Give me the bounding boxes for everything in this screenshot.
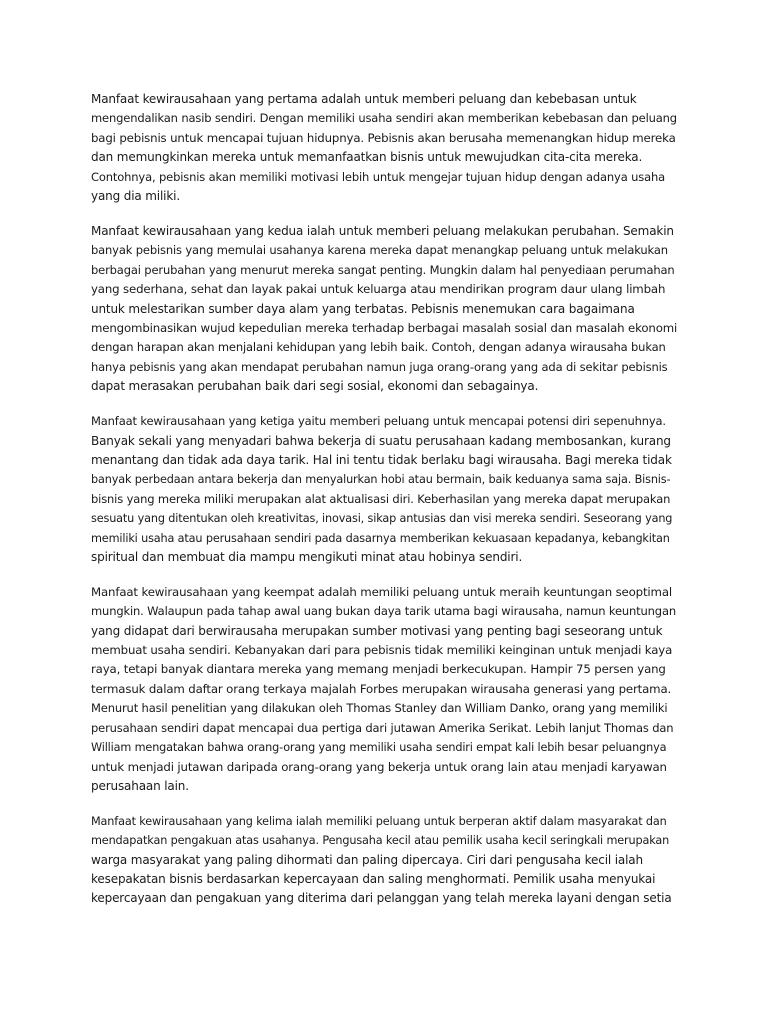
text-line: bagi pebisnis untuk mencapai tujuan hidupnya. Pebisnis akan berusaha memenangkan hidup mereka — [91, 130, 676, 145]
text-line: membuat usaha sendiri. Kebanyakan dari para pebisnis tidak memiliki keinginan untuk menjadi kaya — [91, 643, 673, 658]
paragraph-1 — [91, 90, 677, 206]
text-line: dengan harapan akan menjalani kehidupan yang lebih baik. Contoh, dengan adanya wirausaha bukan — [91, 340, 666, 355]
paragraph-4 — [91, 583, 677, 796]
paragraph-5 — [91, 812, 677, 909]
text-line: Menurut hasil penelitian yang dilakukan oleh Thomas Stanley dan William Danko, orang yang memiliki — [91, 701, 668, 716]
text-line: Manfaat kewirausahaan yang pertama adalah untuk memberi peluang dan kebebasan untuk — [91, 92, 637, 106]
text-line: yang sederhana, sehat dan layak pakai untuk keluarga atau mendirikan program daur ulang limbah — [91, 282, 666, 297]
text-line: William mengatakan bahwa orang-orang yang memiliki usaha sendiri empat kali lebih besar peluangnya — [91, 741, 667, 755]
text-line: yang didapat dari berwirausaha merupakan sumber motivasi yang penting bagi seseorang untuk — [91, 623, 663, 638]
text-line: Banyak sekali yang menyadari bahwa bekerja di suatu perusahaan kadang membosankan, kurang — [91, 433, 671, 448]
text-line: bisnis yang mereka miliki merupakan alat aktualisasi diri. Keberhasilan yang mereka dapat merupakan — [91, 491, 671, 506]
text-line: Manfaat kewirausahaan yang keempat adalah memiliki peluang untuk meraih keuntungan seoptimal — [91, 584, 673, 599]
paragraph-2 — [91, 222, 677, 397]
text-line: hanya pebisnis yang akan mendapat perubahan namun juga orang-orang yang ada di sekitar pebisnis — [91, 359, 668, 374]
text-line: Manfaat kewirausahaan yang ketiga yaitu memberi peluang untuk mencapai potensi diri sepenuhnya. — [91, 414, 666, 429]
text-line: dan memungkinkan mereka untuk memanfaatkan bisnis untuk mewujudkan cita-cita mereka. — [91, 150, 643, 165]
document-page — [91, 90, 677, 924]
text-line: perusahaan lain. — [91, 778, 189, 793]
text-line: dapat merasakan perubahan baik dari segi sosial, ekonomi dan sebagainya. — [91, 379, 539, 394]
text-line: perusahaan sendiri dapat mencapai dua pertiga dari jutawan Amerika Serikat. Lebih lanjut Thomas dan — [91, 720, 674, 735]
text-line: raya, tetapi banyak diantara mereka yang memang menjadi berkecukupan. Hampir 75 persen yang — [91, 662, 666, 677]
text-line: warga masyarakat yang paling dihormati dan paling dipercaya. Ciri dari pengusaha kecil ialah — [91, 852, 643, 867]
text-line: Contohnya, pebisnis akan memiliki motivasi lebih untuk mengejar tujuan hidup dengan adanya usaha — [91, 169, 666, 184]
text-line: untuk menjadi jutawan daripada orang-orang yang bekerja untuk orang lain atau menjadi karyawan — [91, 759, 667, 774]
text-line: untuk melestarikan sumber daya alam yang terbatas. Pebisnis menemukan cara bagaimana — [91, 301, 635, 316]
text-line: menantang dan tidak ada daya tarik. Hal ini tentu tidak berlaku bagi wirausaha. Bagi mereka tidak — [91, 452, 672, 467]
text-line: banyak pebisnis yang memulai usahanya karena mereka dapat menangkap peluang untuk melakukan — [91, 243, 668, 258]
text-line: kesepakatan bisnis berdasarkan kepercayaan dan saling menghormati. Pemilik usaha menyukai — [91, 872, 656, 887]
text-line: Manfaat kewirausahaan yang kelima ialah memiliki peluang untuk berperan aktif dalam masyarakat dan — [91, 814, 667, 828]
text-line: kepercayaan dan pengakuan yang diterima dari pelanggan yang telah mereka layani dengan setia — [91, 891, 672, 906]
text-line: mengombinasikan wujud kepedulian mereka terhadap berbagai masalah sosial dan masalah ekonomi — [91, 320, 678, 335]
text-line: memiliki usaha atau perusahaan sendiri pada dasarnya memberikan kekuasaan kepadanya, kebangkitan — [91, 531, 670, 545]
text-line: mengendalikan nasib sendiri. Dengan memiliki usaha sendiri akan memberikan kebebasan dan peluang — [91, 111, 677, 126]
paragraph-3 — [91, 412, 677, 567]
text-line: berbagai perubahan yang menurut mereka sangat penting. Mungkin dalam hal penyediaan perumahan — [91, 262, 675, 277]
text-line: spiritual dan membuat dia mampu mengikuti minat atau hobinya sendiri. — [91, 549, 523, 564]
text-line: termasuk dalam daftar orang terkaya majalah Forbes merupakan wirausaha generasi yang pertama. — [91, 681, 672, 696]
text-line: sesuatu yang ditentukan oleh kreativitas, inovasi, sikap antusias dan visi mereka sendiri. Seseorang yang — [91, 512, 673, 526]
text-line: Manfaat kewirausahaan yang kedua ialah untuk memberi peluang melakukan perubahan. Semakin — [91, 223, 674, 238]
text-line: mendapatkan pengakuan atas usahanya. Pengusaha kecil atau pemilik usaha kecil seringkali merupakan — [91, 834, 670, 848]
text-line: mungkin. Walaupun pada tahap awal uang bukan daya tarik utama bagi wirausaha, namun keuntungan — [91, 604, 676, 619]
text-line: banyak perbedaan antara bekerja dan menyalurkan hobi atau bermain, baik keduanya sama saja. Bisnis- — [91, 473, 671, 487]
text-line: yang dia miliki. — [91, 189, 181, 204]
